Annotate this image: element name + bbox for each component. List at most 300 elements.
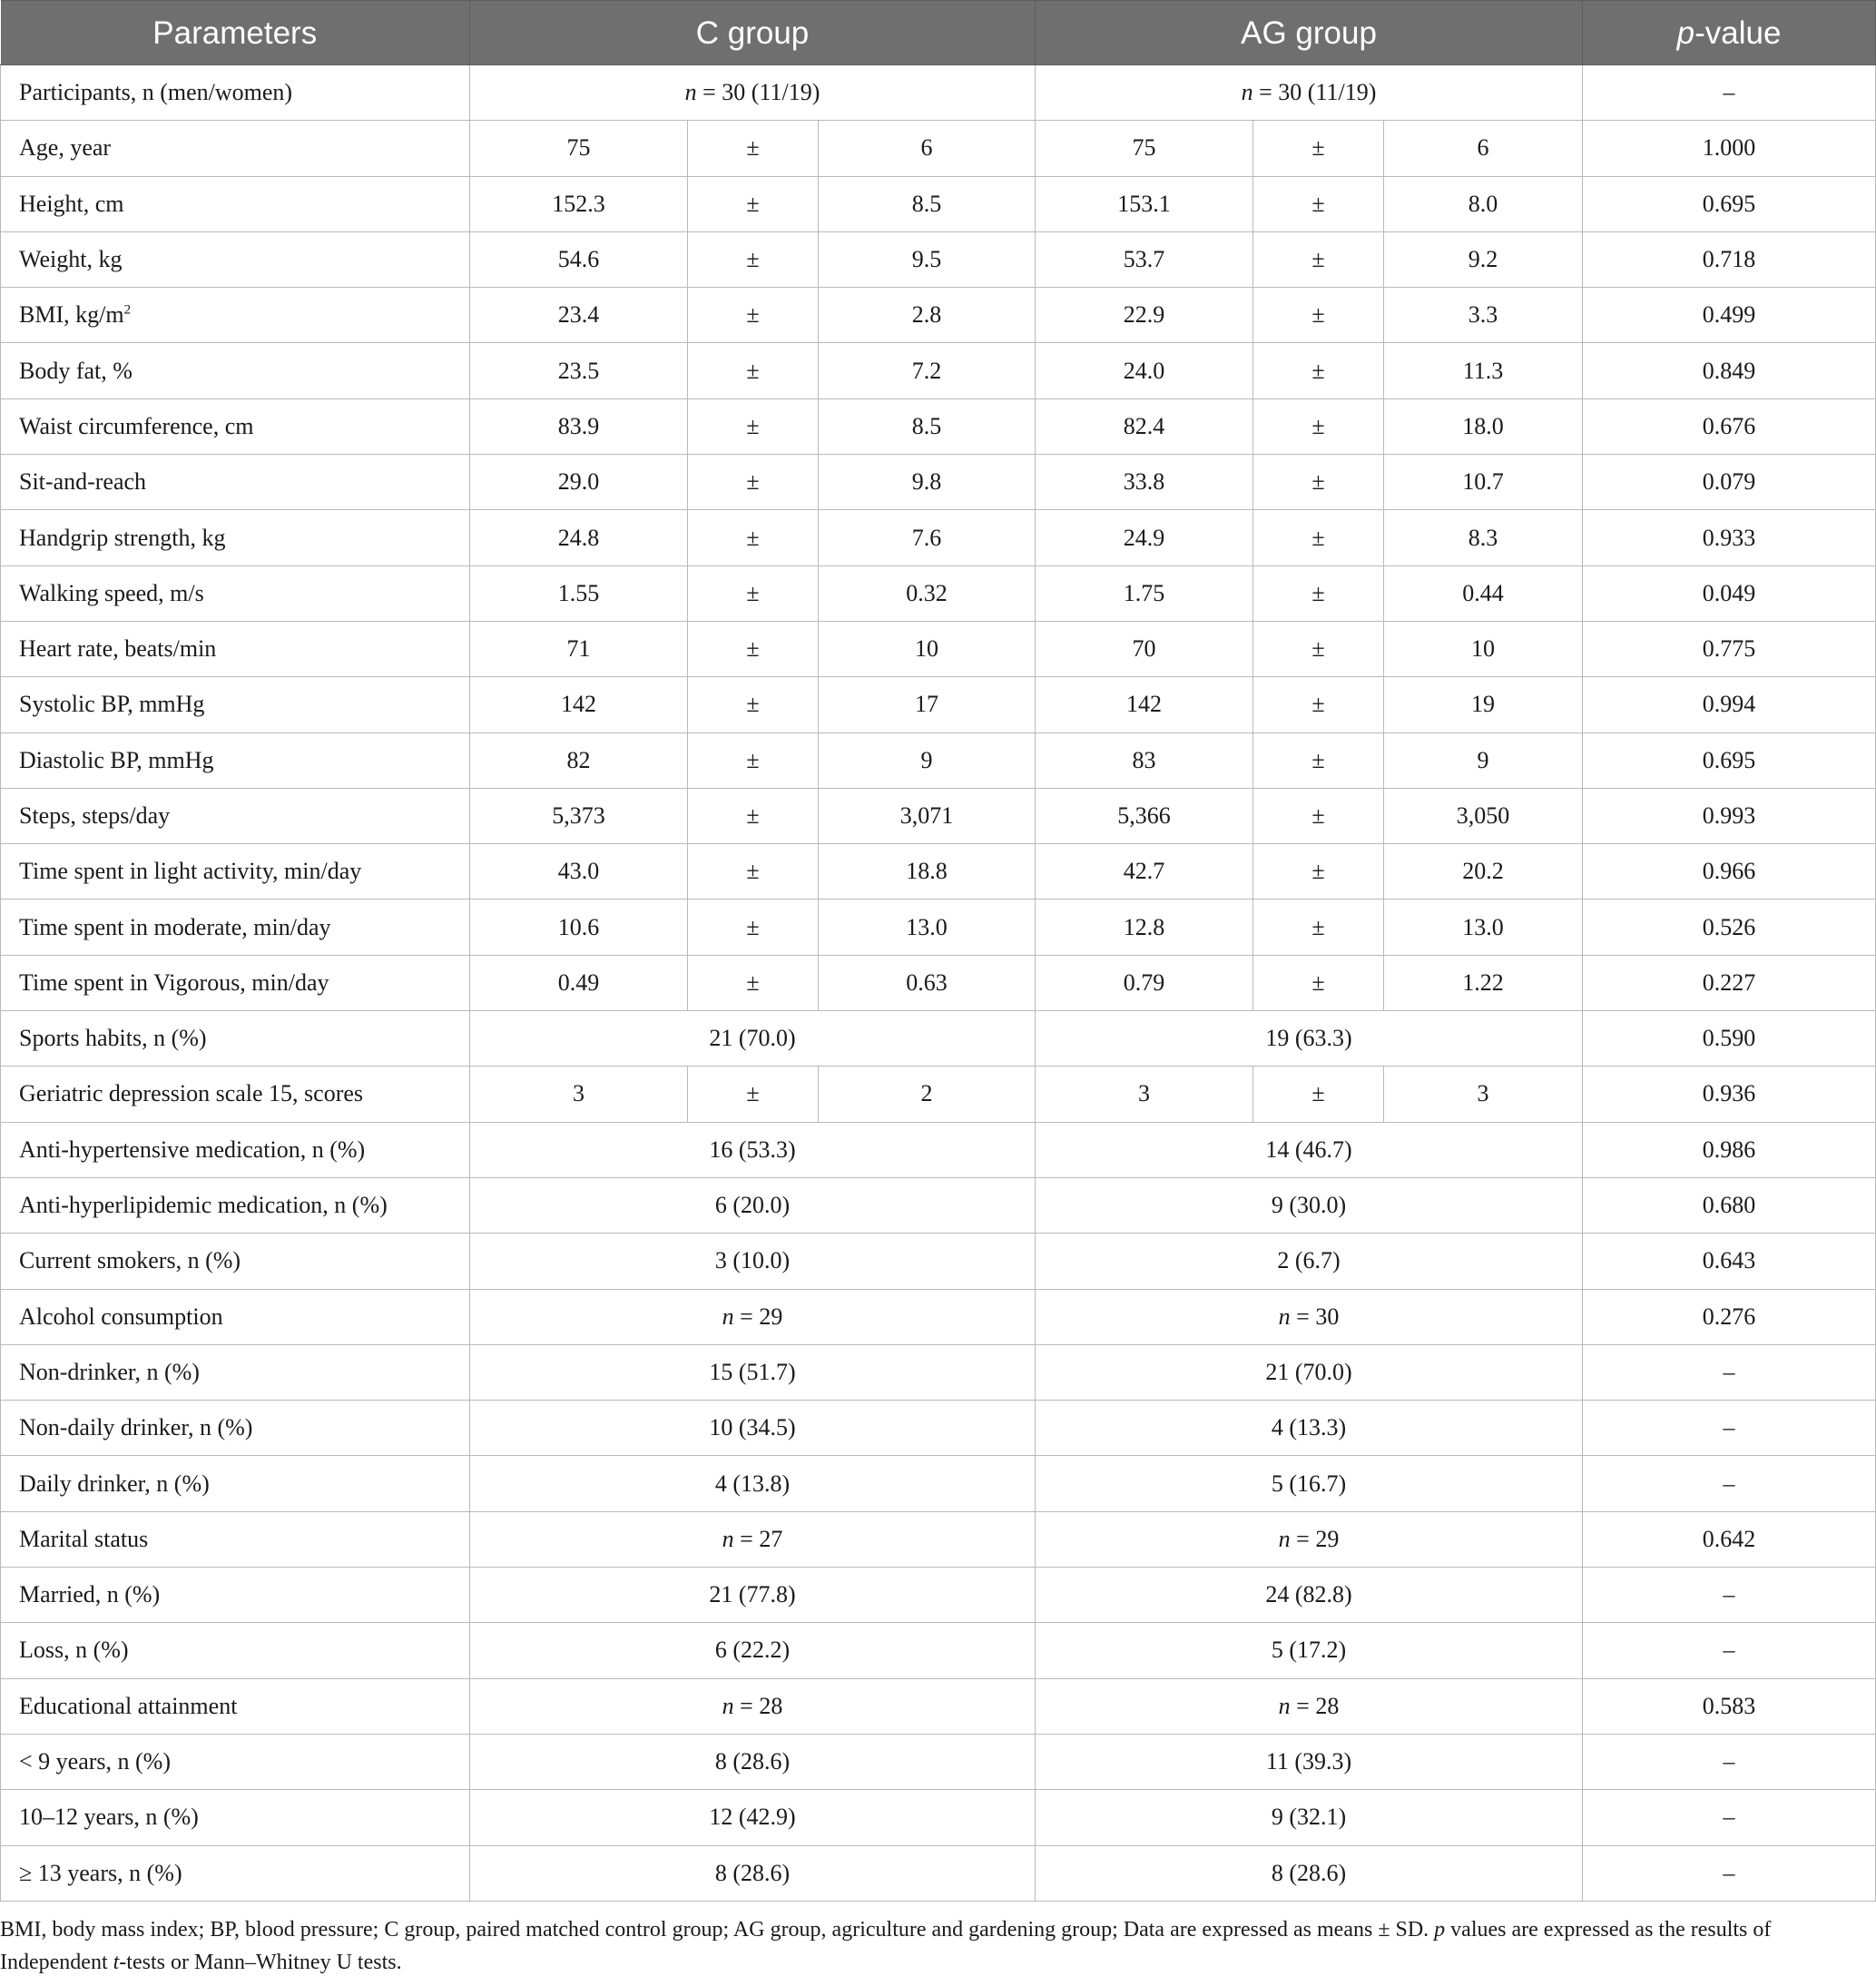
table-row <box>1 343 1876 398</box>
table-row <box>1 1067 1876 1122</box>
c-mean-cell: 24.8 <box>470 510 688 565</box>
c-group-cell-italic: n <box>722 1692 734 1719</box>
row-label-text: Marital status <box>19 1525 149 1552</box>
ag-group-cell <box>1036 1511 1583 1567</box>
p-value-cell: – <box>1583 65 1876 121</box>
table-row <box>1 455 1876 510</box>
c-group-cell-text: 3 (10.0) <box>714 1247 791 1274</box>
ag-group-cell-italic: n <box>1278 1525 1291 1552</box>
row-label <box>1 455 470 510</box>
row-label <box>1 1177 470 1233</box>
ag-group-cell <box>1036 1011 1583 1067</box>
row-label-text: Anti-hyperlipidemic medication, n (%) <box>19 1192 388 1219</box>
row-label <box>1 231 470 287</box>
c-plusminus-cell: ± <box>688 732 819 788</box>
row-label <box>1 1678 470 1734</box>
c-mean-cell: 152.3 <box>470 176 688 231</box>
table-row <box>1 565 1876 621</box>
c-group-cell-italic: n <box>684 79 697 106</box>
table-row <box>1 1289 1876 1344</box>
p-value-cell: 0.993 <box>1583 788 1876 843</box>
ag-sd-cell: 3.3 <box>1384 288 1583 343</box>
ag-mean-cell: 24.0 <box>1036 343 1253 398</box>
table-row <box>1 1568 1876 1623</box>
c-group-cell-text: 8 (28.6) <box>714 1748 791 1775</box>
c-sd-cell: 2 <box>819 1067 1036 1122</box>
c-plusminus-cell: ± <box>688 844 819 900</box>
c-group-cell <box>470 1177 1036 1233</box>
c-group-cell <box>470 1734 1036 1789</box>
ag-group-cell-text: = 29 <box>1296 1525 1340 1552</box>
c-group-cell-text: 21 (77.8) <box>709 1581 796 1608</box>
row-label <box>1 1511 470 1567</box>
row-label-text: 10–12 years, n (%) <box>19 1804 199 1831</box>
row-label <box>1 1011 470 1067</box>
row-label-text: Diastolic BP, mmHg <box>19 746 214 773</box>
ag-plusminus-cell: ± <box>1253 1067 1384 1122</box>
ag-plusminus-cell: ± <box>1253 732 1384 788</box>
c-group-cell-text: 21 (70.0) <box>709 1025 796 1052</box>
ag-mean-cell: 24.9 <box>1036 510 1253 565</box>
ag-mean-cell: 0.79 <box>1036 955 1253 1010</box>
c-group-cell <box>470 1344 1036 1400</box>
table-row <box>1 955 1876 1010</box>
c-group-cell <box>470 1790 1036 1845</box>
ag-sd-cell: 18.0 <box>1384 398 1583 454</box>
p-value-cell: 0.676 <box>1583 398 1876 454</box>
c-group-cell <box>470 1678 1036 1734</box>
p-value-cell: – <box>1583 1344 1876 1400</box>
row-label <box>1 176 470 231</box>
ag-mean-cell: 22.9 <box>1036 288 1253 343</box>
p-value-cell: 0.276 <box>1583 1289 1876 1344</box>
ag-group-cell <box>1036 1289 1583 1344</box>
c-mean-cell: 71 <box>470 621 688 676</box>
p-value-cell: 0.642 <box>1583 1511 1876 1567</box>
table-row <box>1 1011 1876 1067</box>
c-mean-cell: 10.6 <box>470 900 688 955</box>
p-value-cell: 0.680 <box>1583 1177 1876 1233</box>
c-plusminus-cell: ± <box>688 343 819 398</box>
footnote-text-2: values are expressed as the results of Independent <box>0 1918 1772 1974</box>
ag-sd-cell: 6 <box>1384 121 1583 176</box>
p-value-cell: 0.718 <box>1583 231 1876 287</box>
c-group-cell-text: 16 (53.3) <box>709 1136 796 1163</box>
c-group-cell <box>470 1234 1036 1289</box>
c-mean-cell: 23.4 <box>470 288 688 343</box>
c-mean-cell: 5,373 <box>470 788 688 843</box>
row-label-text: Weight, kg <box>19 246 123 273</box>
c-sd-cell: 8.5 <box>819 398 1036 454</box>
ag-group-cell <box>1036 1122 1583 1177</box>
footnote-text-1: BMI, body mass index; BP, blood pressure; C group, paired matched control group; AG group, agriculture and gardening group; Data are expressed as means ± SD. <box>0 1918 1435 1942</box>
c-group-cell-text: 6 (20.0) <box>714 1192 791 1219</box>
c-group-cell <box>470 1511 1036 1567</box>
c-group-cell-text: = 30 (11/19) <box>702 79 820 106</box>
ag-mean-cell: 1.75 <box>1036 565 1253 621</box>
ag-plusminus-cell: ± <box>1253 677 1384 732</box>
row-label <box>1 510 470 565</box>
row-label-text: Walking speed, m/s <box>19 579 204 606</box>
c-plusminus-cell: ± <box>688 121 819 176</box>
row-label-text: BMI, kg/m <box>19 301 124 329</box>
p-value-cell: 0.499 <box>1583 288 1876 343</box>
table-row <box>1 1623 1876 1678</box>
c-group-cell <box>470 65 1036 121</box>
c-mean-cell: 43.0 <box>470 844 688 900</box>
ag-group-cell-text: 8 (28.6) <box>1271 1859 1347 1886</box>
c-sd-cell: 2.8 <box>819 288 1036 343</box>
ag-group-cell-text: 19 (63.3) <box>1265 1025 1352 1052</box>
c-mean-cell: 54.6 <box>470 231 688 287</box>
c-plusminus-cell: ± <box>688 510 819 565</box>
ag-group-cell-text: 21 (70.0) <box>1265 1358 1352 1385</box>
table-row <box>1 288 1876 343</box>
p-value-cell: 1.000 <box>1583 121 1876 176</box>
row-label-text: Height, cm <box>19 190 124 217</box>
c-group-cell-italic: n <box>722 1303 734 1330</box>
table-footnote <box>0 1913 1876 1979</box>
table-row <box>1 231 1876 287</box>
row-label <box>1 565 470 621</box>
table-row <box>1 1511 1876 1567</box>
row-label <box>1 1623 470 1678</box>
table-row <box>1 1401 1876 1456</box>
ag-group-cell-text: = 30 (11/19) <box>1259 79 1377 106</box>
row-label <box>1 900 470 955</box>
header-p-value <box>1583 1 1876 65</box>
row-label-text: Systolic BP, mmHg <box>19 691 205 718</box>
row-label <box>1 955 470 1010</box>
row-label <box>1 288 470 343</box>
row-label-text: Daily drinker, n (%) <box>19 1470 210 1497</box>
row-label-text: Sit-and-reach <box>19 468 147 496</box>
table-row <box>1 1678 1876 1734</box>
footnote-t-italic: t <box>113 1951 120 1974</box>
c-group-cell-italic: n <box>722 1525 734 1552</box>
ag-group-cell <box>1036 1790 1583 1845</box>
ag-sd-cell: 9 <box>1384 732 1583 788</box>
p-value-cell: 0.933 <box>1583 510 1876 565</box>
ag-group-cell <box>1036 1568 1583 1623</box>
row-label <box>1 1067 470 1122</box>
table-row <box>1 732 1876 788</box>
row-label-text: Steps, steps/day <box>19 802 171 829</box>
ag-plusminus-cell: ± <box>1253 510 1384 565</box>
c-sd-cell: 17 <box>819 677 1036 732</box>
row-label-text: Married, n (%) <box>19 1581 161 1608</box>
c-sd-cell: 9 <box>819 732 1036 788</box>
footnote-text-3: -tests or Mann–Whitney U tests. <box>119 1951 402 1974</box>
ag-plusminus-cell: ± <box>1253 231 1384 287</box>
table-row <box>1 1234 1876 1289</box>
table-row <box>1 788 1876 843</box>
row-label <box>1 65 470 121</box>
ag-mean-cell: 3 <box>1036 1067 1253 1122</box>
row-label <box>1 343 470 398</box>
ag-mean-cell: 153.1 <box>1036 176 1253 231</box>
ag-plusminus-cell: ± <box>1253 398 1384 454</box>
table-header-row <box>1 1 1876 65</box>
header-ag-group: AG group <box>1036 1 1583 65</box>
ag-plusminus-cell: ± <box>1253 455 1384 510</box>
row-label-text: Educational attainment <box>19 1692 238 1719</box>
c-plusminus-cell: ± <box>688 900 819 955</box>
ag-sd-cell: 8.0 <box>1384 176 1583 231</box>
ag-group-cell-text: 24 (82.8) <box>1265 1581 1352 1608</box>
ag-plusminus-cell: ± <box>1253 565 1384 621</box>
row-label-text: < 9 years, n (%) <box>19 1748 171 1775</box>
row-label <box>1 1456 470 1511</box>
c-mean-cell: 75 <box>470 121 688 176</box>
table-row <box>1 1177 1876 1233</box>
table-row <box>1 1344 1876 1400</box>
ag-group-cell-text: 2 (6.7) <box>1277 1247 1341 1274</box>
ag-group-cell-text: 11 (39.3) <box>1265 1748 1352 1775</box>
c-mean-cell: 82 <box>470 732 688 788</box>
table-row <box>1 621 1876 676</box>
c-plusminus-cell: ± <box>688 677 819 732</box>
ag-group-cell <box>1036 1401 1583 1456</box>
ag-group-cell-text: = 28 <box>1296 1692 1340 1719</box>
ag-mean-cell: 70 <box>1036 621 1253 676</box>
ag-group-cell-italic: n <box>1278 1692 1291 1719</box>
row-label-text: Participants, n (men/women) <box>19 79 293 106</box>
c-sd-cell: 10 <box>819 621 1036 676</box>
c-group-cell-text: 6 (22.2) <box>714 1637 791 1664</box>
row-label <box>1 621 470 676</box>
ag-mean-cell: 33.8 <box>1036 455 1253 510</box>
c-group-cell <box>470 1011 1036 1067</box>
ag-group-cell-text: 14 (46.7) <box>1265 1136 1352 1163</box>
p-value-cell: 0.079 <box>1583 455 1876 510</box>
row-label-text: Geriatric depression scale 15, scores <box>19 1080 364 1107</box>
ag-mean-cell: 142 <box>1036 677 1253 732</box>
p-value-cell: – <box>1583 1568 1876 1623</box>
ag-group-cell-italic: n <box>1278 1303 1291 1330</box>
p-value-cell: 0.986 <box>1583 1122 1876 1177</box>
ag-group-cell-italic: n <box>1241 79 1253 106</box>
ag-group-cell <box>1036 1456 1583 1511</box>
row-label-text: Alcohol consumption <box>19 1303 223 1330</box>
ag-sd-cell: 13.0 <box>1384 900 1583 955</box>
p-value-cell: – <box>1583 1401 1876 1456</box>
p-value-cell: – <box>1583 1734 1876 1789</box>
row-label <box>1 1289 470 1344</box>
ag-sd-cell: 19 <box>1384 677 1583 732</box>
ag-sd-cell: 3 <box>1384 1067 1583 1122</box>
c-group-cell-text: = 29 <box>740 1303 783 1330</box>
c-plusminus-cell: ± <box>688 955 819 1010</box>
row-label-text: Anti-hypertensive medication, n (%) <box>19 1136 366 1163</box>
ag-mean-cell: 42.7 <box>1036 844 1253 900</box>
ag-sd-cell: 0.44 <box>1384 565 1583 621</box>
p-value-cell: 0.775 <box>1583 621 1876 676</box>
p-value-cell: 0.936 <box>1583 1067 1876 1122</box>
c-group-cell <box>470 1456 1036 1511</box>
c-mean-cell: 0.49 <box>470 955 688 1010</box>
c-group-cell-text: 4 (13.8) <box>714 1470 791 1497</box>
table-row <box>1 844 1876 900</box>
p-value-cell: – <box>1583 1623 1876 1678</box>
c-sd-cell: 3,071 <box>819 788 1036 843</box>
header-c-group: C group <box>470 1 1036 65</box>
c-mean-cell: 29.0 <box>470 455 688 510</box>
footnote-p-italic: p <box>1434 1918 1446 1942</box>
c-group-cell <box>470 1401 1036 1456</box>
ag-group-cell <box>1036 1845 1583 1901</box>
c-plusminus-cell: ± <box>688 288 819 343</box>
table-row <box>1 900 1876 955</box>
c-group-cell <box>470 1568 1036 1623</box>
row-label-text: Handgrip strength, kg <box>19 524 226 551</box>
p-value-cell: 0.695 <box>1583 176 1876 231</box>
ag-group-cell <box>1036 1344 1583 1400</box>
table-row <box>1 1845 1876 1901</box>
ag-sd-cell: 10 <box>1384 621 1583 676</box>
c-mean-cell: 1.55 <box>470 565 688 621</box>
row-label <box>1 398 470 454</box>
c-group-cell-text: 12 (42.9) <box>709 1804 796 1831</box>
c-mean-cell: 23.5 <box>470 343 688 398</box>
row-label-text: Non-drinker, n (%) <box>19 1358 200 1385</box>
table-body <box>1 65 1876 1902</box>
ag-sd-cell: 9.2 <box>1384 231 1583 287</box>
p-value-cell: 0.643 <box>1583 1234 1876 1289</box>
p-value-cell: 0.849 <box>1583 343 1876 398</box>
ag-group-cell <box>1036 1678 1583 1734</box>
ag-sd-cell: 8.3 <box>1384 510 1583 565</box>
ag-sd-cell: 20.2 <box>1384 844 1583 900</box>
c-plusminus-cell: ± <box>688 176 819 231</box>
p-value-cell: 0.049 <box>1583 565 1876 621</box>
c-plusminus-cell: ± <box>688 565 819 621</box>
ag-group-cell <box>1036 1234 1583 1289</box>
c-group-cell <box>470 1122 1036 1177</box>
ag-mean-cell: 12.8 <box>1036 900 1253 955</box>
ag-plusminus-cell: ± <box>1253 844 1384 900</box>
ag-mean-cell: 5,366 <box>1036 788 1253 843</box>
row-label <box>1 844 470 900</box>
ag-group-cell-text: 9 (32.1) <box>1271 1804 1347 1831</box>
ag-group-cell-text: 5 (17.2) <box>1271 1637 1347 1664</box>
c-sd-cell: 8.5 <box>819 176 1036 231</box>
row-label <box>1 1790 470 1845</box>
ag-plusminus-cell: ± <box>1253 955 1384 1010</box>
c-plusminus-cell: ± <box>688 231 819 287</box>
c-sd-cell: 0.63 <box>819 955 1036 1010</box>
c-sd-cell: 7.2 <box>819 343 1036 398</box>
c-group-cell-text: = 27 <box>740 1525 783 1552</box>
c-plusminus-cell: ± <box>688 788 819 843</box>
c-plusminus-cell: ± <box>688 455 819 510</box>
c-group-cell-text: 8 (28.6) <box>714 1859 791 1886</box>
row-label-text: Heart rate, beats/min <box>19 635 217 663</box>
row-label-text: Time spent in moderate, min/day <box>19 913 331 940</box>
row-label-text: Waist circumference, cm <box>19 412 254 439</box>
row-label <box>1 788 470 843</box>
ag-sd-cell: 1.22 <box>1384 955 1583 1010</box>
p-value-cell: 0.994 <box>1583 677 1876 732</box>
row-label <box>1 1122 470 1177</box>
row-label-text: Time spent in light activity, min/day <box>19 858 362 885</box>
table-row <box>1 510 1876 565</box>
p-value-cell: – <box>1583 1845 1876 1901</box>
ag-group-cell <box>1036 1623 1583 1678</box>
c-mean-cell: 142 <box>470 677 688 732</box>
row-label <box>1 677 470 732</box>
p-value-cell: – <box>1583 1790 1876 1845</box>
p-value-cell: – <box>1583 1456 1876 1511</box>
c-plusminus-cell: ± <box>688 621 819 676</box>
row-label-text: Age, year <box>19 134 112 162</box>
c-sd-cell: 6 <box>819 121 1036 176</box>
row-label-text: Sports habits, n (%) <box>19 1025 207 1052</box>
ag-plusminus-cell: ± <box>1253 176 1384 231</box>
ag-group-cell-text: 4 (13.3) <box>1271 1414 1347 1441</box>
ag-plusminus-cell: ± <box>1253 900 1384 955</box>
table-row <box>1 1456 1876 1511</box>
header-p-italic: p <box>1676 15 1695 51</box>
table-row <box>1 1734 1876 1789</box>
c-mean-cell: 83.9 <box>470 398 688 454</box>
row-label <box>1 1401 470 1456</box>
c-group-cell <box>470 1623 1036 1678</box>
c-plusminus-cell: ± <box>688 398 819 454</box>
p-value-cell: 0.526 <box>1583 900 1876 955</box>
row-label <box>1 1734 470 1789</box>
ag-sd-cell: 3,050 <box>1384 788 1583 843</box>
row-label-text: Non-daily drinker, n (%) <box>19 1414 253 1441</box>
row-label <box>1 1234 470 1289</box>
ag-plusminus-cell: ± <box>1253 788 1384 843</box>
ag-mean-cell: 53.7 <box>1036 231 1253 287</box>
row-label-text: Current smokers, n (%) <box>19 1247 241 1274</box>
header-parameters: Parameters <box>1 1 470 65</box>
ag-mean-cell: 75 <box>1036 121 1253 176</box>
c-mean-cell: 3 <box>470 1067 688 1122</box>
header-p-rest: -value <box>1694 15 1782 51</box>
ag-plusminus-cell: ± <box>1253 121 1384 176</box>
row-label <box>1 1845 470 1901</box>
c-sd-cell: 13.0 <box>819 900 1036 955</box>
row-label <box>1 1344 470 1400</box>
ag-plusminus-cell: ± <box>1253 621 1384 676</box>
c-sd-cell: 9.5 <box>819 231 1036 287</box>
c-group-cell-text: = 28 <box>740 1692 783 1719</box>
c-sd-cell: 7.6 <box>819 510 1036 565</box>
c-sd-cell: 9.8 <box>819 455 1036 510</box>
row-label-text: Body fat, % <box>19 357 133 384</box>
row-label <box>1 121 470 176</box>
p-value-cell: 0.590 <box>1583 1011 1876 1067</box>
row-label-text: Loss, n (%) <box>19 1637 129 1664</box>
c-plusminus-cell: ± <box>688 1067 819 1122</box>
p-value-cell: 0.695 <box>1583 732 1876 788</box>
row-label-superscript: 2 <box>123 302 132 318</box>
c-sd-cell: 18.8 <box>819 844 1036 900</box>
row-label-text: Time spent in Vigorous, min/day <box>19 968 329 996</box>
ag-sd-cell: 11.3 <box>1384 343 1583 398</box>
table-row <box>1 398 1876 454</box>
table-row <box>1 65 1876 121</box>
row-label <box>1 1568 470 1623</box>
table-row <box>1 176 1876 231</box>
ag-group-cell-text: 5 (16.7) <box>1271 1470 1347 1497</box>
c-group-cell <box>470 1845 1036 1901</box>
table-row <box>1 1790 1876 1845</box>
ag-sd-cell: 10.7 <box>1384 455 1583 510</box>
